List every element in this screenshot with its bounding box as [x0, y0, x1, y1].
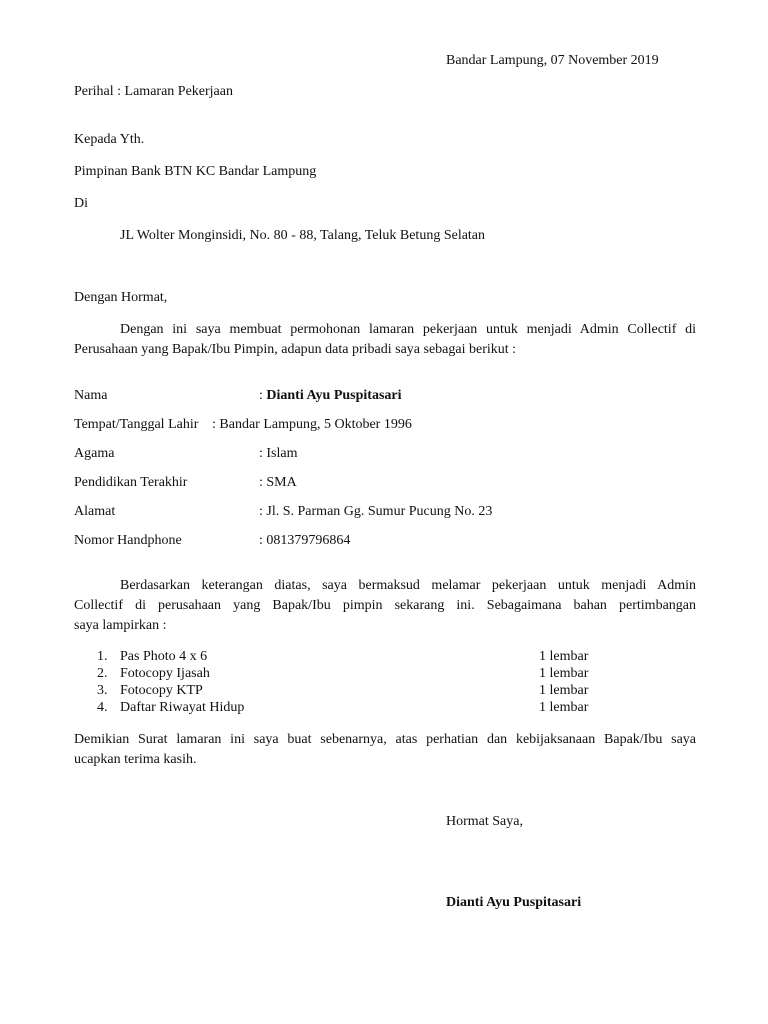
recipient-name: Pimpinan Bank BTN KC Bandar Lampung — [74, 164, 317, 179]
closing-line: ucapkan terima kasih. — [74, 752, 197, 767]
intro-paragraph — [74, 320, 696, 360]
attachment-qty: 1 lembar — [539, 700, 589, 715]
recipient-di: Di — [74, 196, 88, 211]
attachment-number: 4. — [97, 700, 108, 715]
attachment-item: Fotocopy KTP — [120, 683, 203, 698]
attachment-qty: 1 lembar — [539, 649, 589, 664]
attachment-qty: 1 lembar — [539, 683, 589, 698]
personal-data-label: Agama — [74, 446, 115, 461]
attachment-item: Fotocopy Ijasah — [120, 666, 210, 681]
personal-data-label: Alamat — [74, 504, 116, 519]
closing-line: Demikian Surat lamaran ini saya buat sebenarnya, atas perhatian dan kebijaksanaan Bapak/Ibu saya — [74, 732, 696, 747]
body-line: Berdasarkan keterangan diatas, saya bermaksud melamar pekerjaan untuk menjadi Admin — [120, 578, 696, 593]
place-date: Bandar Lampung, 07 November 2019 — [446, 53, 659, 68]
recipient-address: JL Wolter Monginsidi, No. 80 - 88, Talang, Teluk Betung Selatan — [120, 228, 486, 243]
personal-data-label: Nama — [74, 388, 108, 403]
personal-data-label: Nomor Handphone — [74, 533, 182, 548]
attachment-item: Daftar Riwayat Hidup — [120, 700, 245, 715]
intro-line: Perusahaan yang Bapak/Ibu Pimpin, adapun data pribadi saya sebagai berikut : — [74, 342, 517, 357]
personal-data-value: : Jl. S. Parman Gg. Sumur Pucung No. 23 — [259, 504, 493, 519]
signature-name: Dianti Ayu Puspitasari — [446, 895, 582, 910]
attachment-number: 3. — [97, 683, 108, 698]
closing-paragraph — [74, 730, 696, 770]
body-paragraph — [74, 576, 696, 636]
personal-data-label: Pendidikan Terakhir — [74, 475, 188, 490]
personal-data-label: Tempat/Tanggal Lahir — [74, 417, 199, 432]
attachment-qty: 1 lembar — [539, 666, 589, 681]
personal-data-colon: : — [259, 388, 267, 403]
attachment-item: Pas Photo 4 x 6 — [120, 649, 208, 664]
intro-line: Dengan ini saya membuat permohonan lamaran pekerjaan untuk menjadi Admin Collectif di — [120, 322, 696, 337]
sign-off: Hormat Saya, — [446, 814, 523, 829]
personal-data-value: : Islam — [259, 446, 298, 461]
body-line: saya lampirkan : — [74, 618, 167, 633]
personal-data-value: : 081379796864 — [259, 533, 351, 548]
personal-data-value: : Bandar Lampung, 5 Oktober 1996 — [212, 417, 412, 432]
recipient-salutation: Kepada Yth. — [74, 132, 145, 147]
applicant-name: Dianti Ayu Puspitasari — [266, 388, 402, 403]
greeting: Dengan Hormat, — [74, 290, 168, 305]
personal-data-value — [259, 387, 402, 405]
personal-data-value: : SMA — [259, 475, 297, 490]
attachment-number: 1. — [97, 649, 108, 664]
subject-line: Perihal : Lamaran Pekerjaan — [74, 84, 233, 99]
attachment-number: 2. — [97, 666, 108, 681]
body-line: Collectif di perusahaan yang Bapak/Ibu pimpin sekarang ini. Sebagaimana bahan pertimbangan — [74, 598, 696, 613]
